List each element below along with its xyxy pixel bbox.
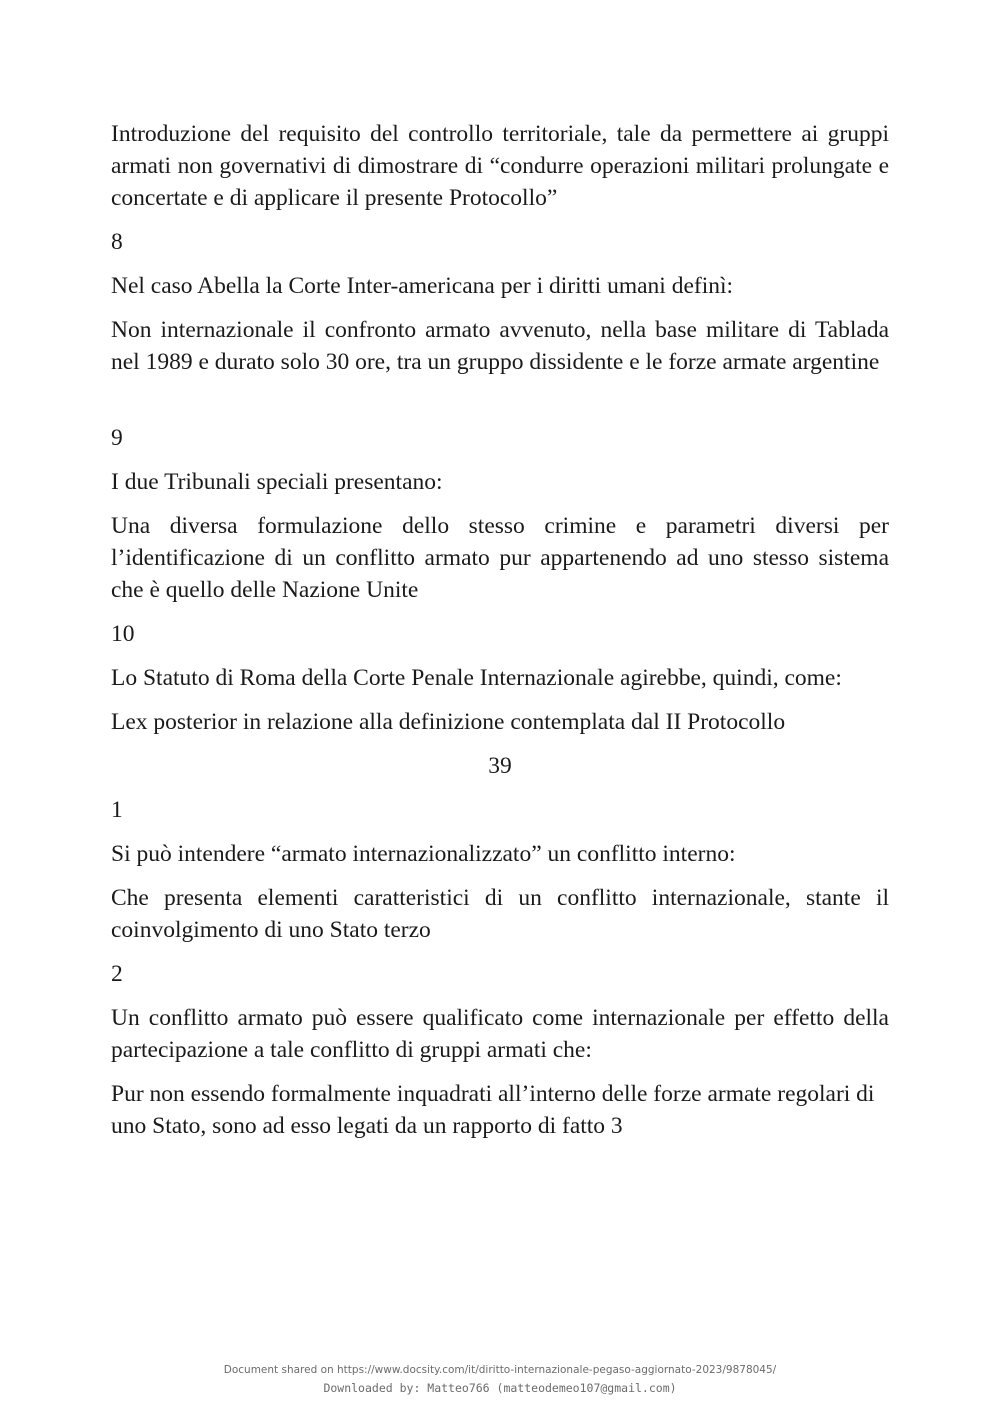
question-text: I due Tribunali speciali presentano:	[111, 469, 443, 495]
footer-shared-link[interactable]: Document shared on https://www.docsity.com/it/diritto-internazionale-pegaso-aggiornato-2023/9878045/	[223, 1364, 777, 1376]
question-number: 2	[111, 961, 123, 987]
answer-text: Che presenta elementi caratteristici di un conflitto internazionale, stante il coinvolgimento di uno Stato terzo	[111, 885, 889, 943]
answer-text: Pur non essendo formalmente inquadrati all’interno delle forze armate regolari di uno Stato, sono ad esso legati da un rapporto di fatto 3	[111, 1081, 875, 1139]
question-number: 1	[111, 797, 123, 823]
page-number: 39	[488, 753, 512, 779]
question-text: Un conflitto armato può essere qualificato come internazionale per effetto della partecipazione a tale conflitto di gruppi armati che:	[111, 1005, 889, 1063]
answer-text: Introduzione del requisito del controllo territoriale, tale da permettere ai gruppi armati non governativi di dimostrare di “condurre operazioni militari prolungate e concertate e di applicare il presente Protocollo”	[111, 121, 889, 211]
answer-text: Lex posterior in relazione alla definizione contemplata dal II Protocollo	[111, 709, 786, 735]
footer-downloaded-by: Downloaded by: Matteo766 (matteodemeo107@gmail.com)	[323, 1381, 677, 1395]
question-text: Si può intendere “armato internazionalizzato” un conflitto interno:	[111, 841, 736, 867]
blank-spacer	[111, 390, 889, 422]
question-text: Lo Statuto di Roma della Corte Penale Internazionale agirebbe, quindi, come:	[111, 665, 842, 691]
document-body	[111, 118, 889, 1154]
answer-text: Non internazionale il confronto armato avvenuto, nella base militare di Tablada nel 1989 e durato solo 30 ore, tra un gruppo dissidente e le forze armate argentine	[111, 317, 889, 375]
question-text: Nel caso Abella la Corte Inter-americana per i diritti umani definì:	[111, 273, 734, 299]
question-number: 9	[111, 425, 123, 451]
question-number: 10	[111, 621, 135, 647]
question-number: 8	[111, 229, 123, 255]
answer-text: Una diversa formulazione dello stesso crimine e parametri diversi per l’identificazione di un conflitto armato pur appartenendo ad uno stesso sistema che è quello delle Nazione Unite	[111, 513, 889, 603]
